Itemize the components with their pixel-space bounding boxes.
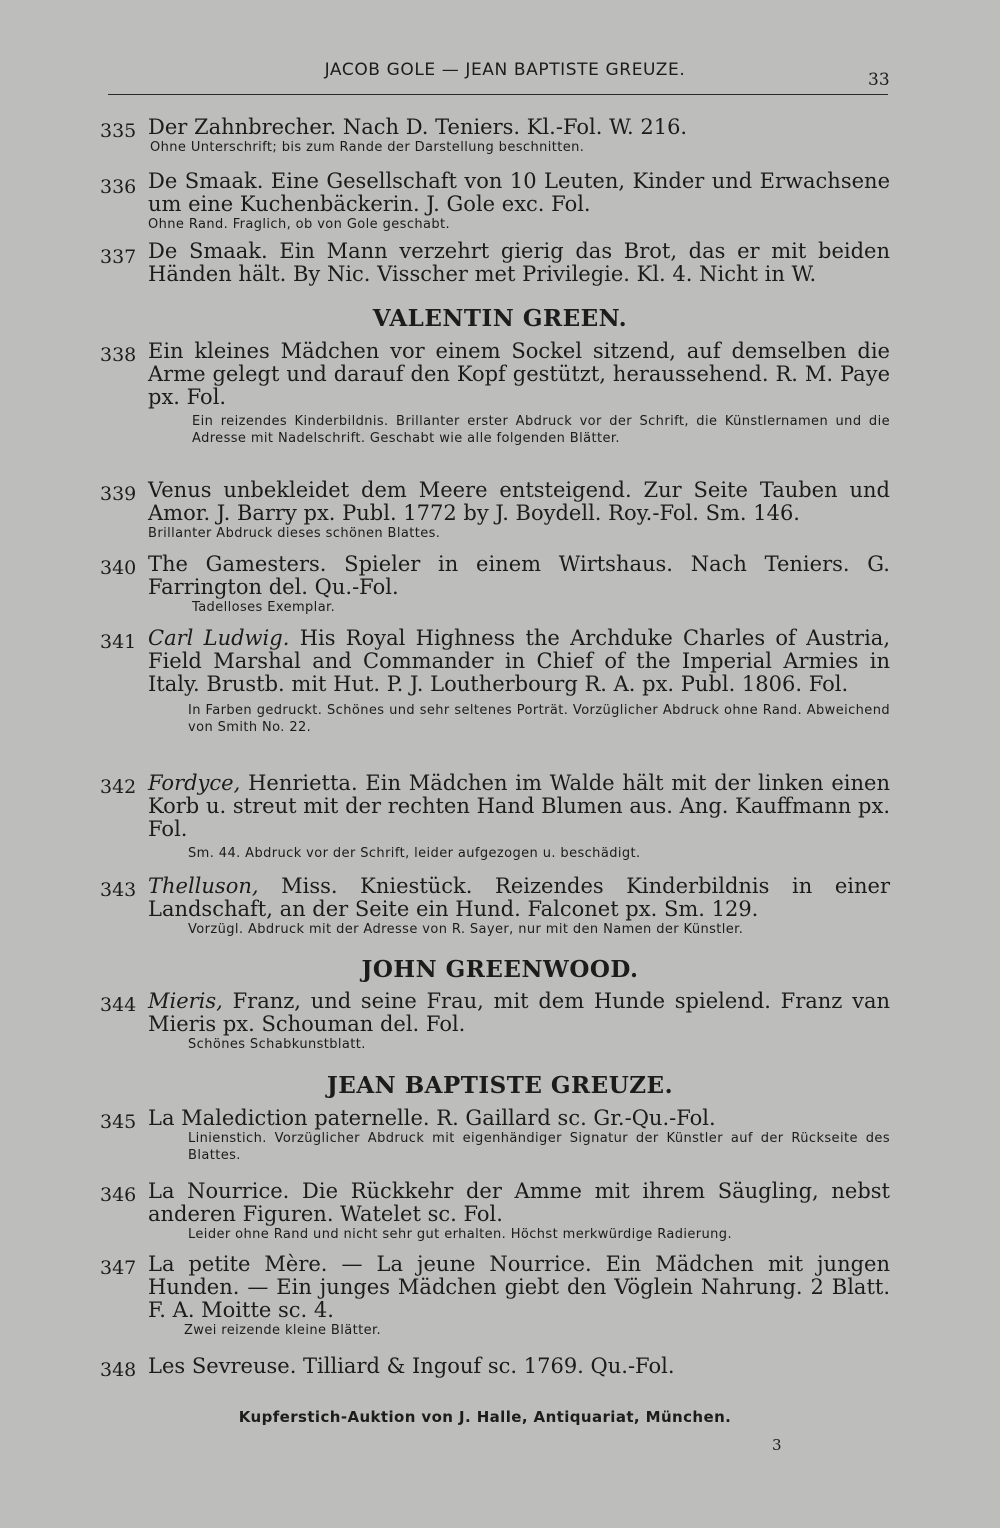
- catalog-entry: [100, 875, 890, 938]
- entry-note: Brillanter Abdruck dieses schönen Blattes.: [148, 526, 441, 541]
- entry-text: De Smaak. Eine Gesellschaft von 10 Leuten, Kinder und Erwachsene um eine Kuchenbäckerin. J. Gole exc. Fol.: [148, 169, 890, 216]
- entry-text: Venus unbekleidet dem Meere entsteigend. Zur Seite Tauben und Amor. J. Barry px. Publ. 1772 by J. Boydell. Roy.-Fol. Sm. 146.: [148, 478, 890, 525]
- entry-subject-italic: Mieris,: [148, 989, 223, 1013]
- entry-number: 342: [100, 776, 137, 798]
- entry-text-rest: Miss. Kniestück. Reizendes Kinderbildnis in einer Landschaft, an der Seite ein Hund. Falconet px. Sm. 129.: [148, 874, 890, 921]
- section-heading-greenwood: JOHN GREENWOOD.: [361, 956, 639, 983]
- entry-note: Ohne Unterschrift; bis zum Rande der Darstellung beschnitten.: [150, 140, 585, 155]
- entry-text: La Nourrice. Die Rückkehr der Amme mit ihrem Säugling, nebst anderen Figuren. Watelet sc. Fol.: [148, 1179, 890, 1226]
- header-rule: [108, 94, 888, 95]
- entry-subject-italic: Carl Ludwig.: [148, 626, 290, 650]
- signature-mark: 3: [772, 1436, 782, 1454]
- entry-subject-italic: Thelluson,: [148, 874, 259, 898]
- catalog-entry: [100, 772, 890, 862]
- entry-text: [148, 990, 890, 1036]
- section-heading-greuze: JEAN BAPTISTE GREUZE.: [326, 1072, 674, 1099]
- entry-number: 337: [100, 246, 137, 268]
- entry-number: 343: [100, 879, 137, 901]
- entry-text-rest: Franz, und seine Frau, mit dem Hunde spielend. Franz van Mieris px. Schouman del. Fol.: [148, 989, 890, 1036]
- entry-number: 336: [100, 176, 137, 198]
- catalog-entry: [100, 553, 890, 616]
- entry-text: La Malediction paternelle. R. Gaillard sc. Gr.-Qu.-Fol.: [148, 1106, 716, 1130]
- running-head: JACOB GOLE — JEAN BAPTISTE GREUZE.: [324, 60, 686, 80]
- entry-text: [148, 627, 890, 696]
- section-heading-green: VALENTIN GREEN.: [372, 305, 628, 332]
- catalog-entry: [100, 116, 890, 156]
- footer-imprint: Kupferstich-Auktion von J. Halle, Antiquariat, München.: [238, 1408, 732, 1426]
- catalog-entry: [100, 340, 890, 447]
- entry-number: 340: [100, 557, 137, 579]
- catalog-entry: [100, 1180, 890, 1243]
- entry-note: Ein reizendes Kinderbildnis. Brillanter erster Abdruck vor der Schrift, die Künstlernamen und die Adresse mit Nadelschrift. Geschabt wie alle folgenden Blätter.: [192, 414, 890, 446]
- entry-note: Zwei reizende kleine Blätter.: [184, 1323, 382, 1338]
- catalog-entry: [100, 990, 890, 1053]
- entry-number: 345: [100, 1111, 137, 1133]
- entry-text: De Smaak. Ein Mann verzehrt gierig das Brot, das er mit beiden Händen hält. By Nic. Visscher met Privilegie. Kl. 4. Nicht in W.: [148, 239, 890, 286]
- entry-text: [148, 875, 890, 921]
- catalog-entry: [100, 1253, 890, 1339]
- entry-number: 348: [100, 1359, 137, 1381]
- entry-text-rest: His Royal Highness the Archduke Charles of Austria, Field Marshal and Commander in Chief of the Imperial Armies in Italy. Brustb. mit Hut. P. J. Loutherbourg R. A. px. Publ. 1806. Fol.: [148, 626, 890, 696]
- catalog-entry: [100, 1107, 890, 1164]
- entry-note: Leider ohne Rand und nicht sehr gut erhalten. Höchst merkwürdige Radierung.: [188, 1227, 732, 1242]
- catalog-entry: [100, 170, 890, 233]
- entry-text: Der Zahnbrecher. Nach D. Teniers. Kl.-Fol. W. 216.: [148, 115, 688, 139]
- catalog-entry: [100, 240, 890, 286]
- entry-note: Schönes Schabkunstblatt.: [188, 1037, 366, 1052]
- entry-text: [148, 772, 890, 841]
- entry-text: La petite Mère. — La jeune Nourrice. Ein Mädchen mit jungen Hunden. — Ein junges Mädchen giebt den Vöglein Nahrung. 2 Blatt. F. A. Moitte sc. 4.: [148, 1252, 890, 1322]
- catalog-entry: [100, 479, 890, 542]
- entry-text: Ein kleines Mädchen vor einem Sockel sitzend, auf demselben die Arme gelegt und darauf den Kopf gestützt, heraussehend. R. M. Paye px. Fol.: [148, 339, 890, 409]
- entry-note: In Farben gedruckt. Schönes und sehr seltenes Porträt. Vorzüglicher Abdruck ohne Rand. Abweichend von Smith No. 22.: [188, 703, 890, 735]
- entry-number: 346: [100, 1184, 137, 1206]
- entry-number: 347: [100, 1257, 137, 1279]
- entry-note: Ohne Rand. Fraglich, ob von Gole geschabt.: [148, 217, 451, 232]
- entry-number: 344: [100, 994, 137, 1016]
- entry-note: Sm. 44. Abdruck vor der Schrift, leider aufgezogen u. beschädigt.: [188, 846, 641, 861]
- entry-number: 339: [100, 483, 137, 505]
- entry-number: 335: [100, 120, 137, 142]
- entry-note: Vorzügl. Abdruck mit der Adresse von R. Sayer, nur mit den Namen der Künstler.: [188, 922, 744, 937]
- entry-note: Linienstich. Vorzüglicher Abdruck mit eigenhändiger Signatur der Künstler auf der Rückseite des Blattes.: [188, 1131, 890, 1163]
- page-number: 33: [868, 70, 890, 90]
- entry-text-rest: Henrietta. Ein Mädchen im Walde hält mit der linken einen Korb u. streut mit der rechten Hand Blumen aus. Ang. Kauffmann px. Fol.: [148, 771, 890, 841]
- entry-subject-italic: Fordyce,: [148, 771, 241, 795]
- entry-number: 341: [100, 631, 137, 653]
- catalog-entry: [100, 627, 890, 736]
- entry-text: The Gamesters. Spieler in einem Wirtshaus. Nach Teniers. G. Farrington del. Qu.-Fol.: [148, 552, 890, 599]
- catalog-entry: [100, 1354, 890, 1381]
- entry-number: 338: [100, 344, 137, 366]
- entry-note: Tadelloses Exemplar.: [192, 600, 336, 615]
- entry-text: Les Sevreuse. Tilliard & Ingouf sc. 1769. Qu.-Fol.: [148, 1354, 675, 1378]
